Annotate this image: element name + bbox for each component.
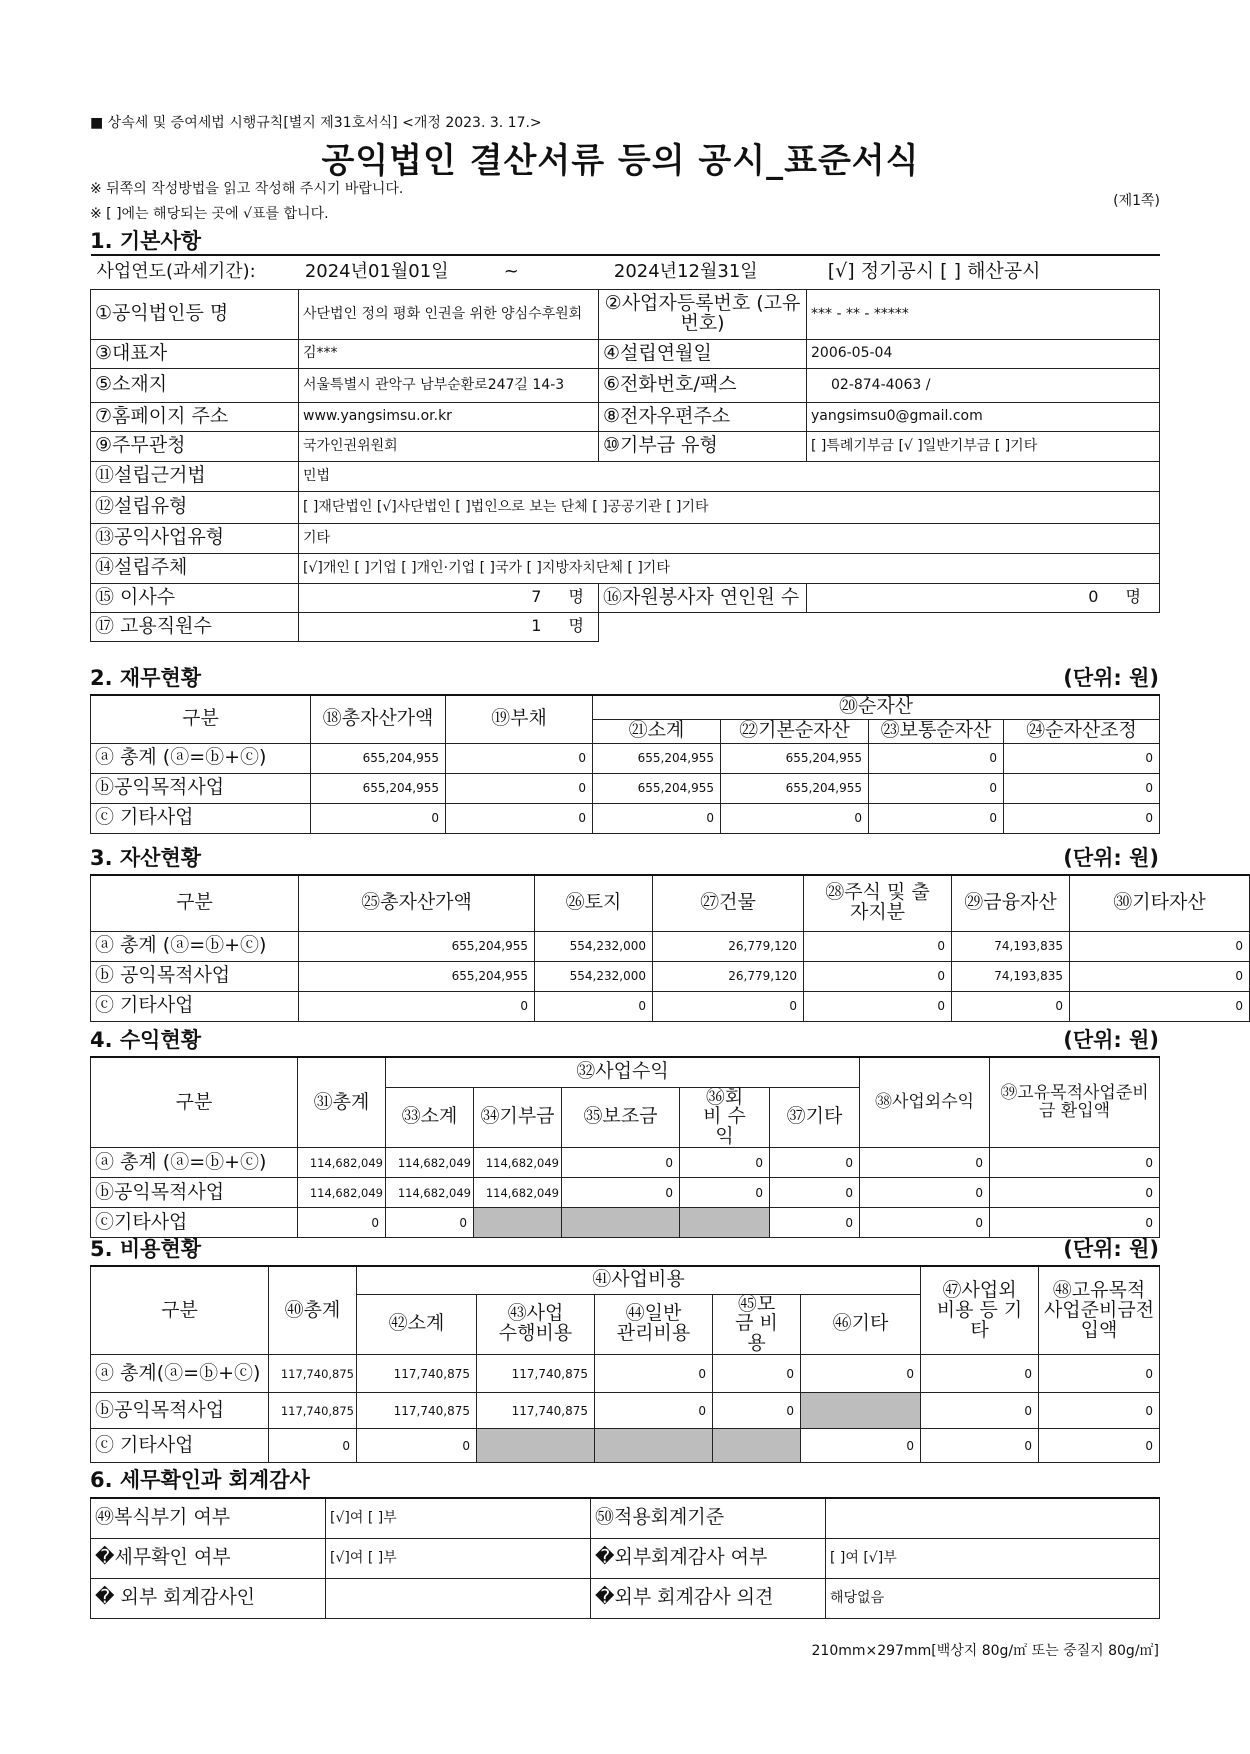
row-label: ⓒ 기타사업	[91, 991, 299, 1021]
period-row	[91, 255, 1160, 289]
table-row	[91, 931, 1250, 961]
biz-type-value: 기타	[299, 523, 1160, 553]
cell: 0	[386, 1208, 474, 1238]
section-assets-title: 3. 자산현황	[90, 846, 202, 870]
expense-table	[90, 1265, 1160, 1463]
section-income-title: 4. 수익현황	[90, 1028, 202, 1052]
cell: 0	[1039, 1393, 1160, 1429]
assets-h-fin: ㉙금융자산	[952, 875, 1070, 931]
cell: 0	[860, 1148, 990, 1178]
cell: 0	[1039, 1429, 1160, 1463]
period-label: 사업연도(과세기간):	[96, 261, 256, 283]
shaded-cell	[562, 1208, 680, 1238]
cell: 655,204,955	[721, 773, 869, 803]
cell: 0	[446, 743, 593, 773]
agency-label: ⑨주무관청	[91, 431, 299, 461]
cell: 655,204,955	[311, 743, 446, 773]
cell: 0	[721, 803, 869, 833]
bizno-value: *** - ** - *****	[807, 289, 1160, 339]
cell: 0	[952, 991, 1070, 1021]
assets-unit: (단위: 원)	[1063, 846, 1159, 870]
income-h-sub: ㉝소계	[386, 1087, 474, 1148]
cell: 0	[990, 1148, 1160, 1178]
cell: 655,204,955	[721, 743, 869, 773]
cell: 655,204,955	[299, 931, 535, 961]
volunteers-unit: 명	[1125, 587, 1141, 607]
agency-value: 국가인권위원회	[299, 431, 599, 461]
law-label: ⑪설립근거법	[91, 461, 299, 491]
table-row	[91, 1429, 1160, 1463]
cell: 117,740,875	[357, 1355, 477, 1393]
cell: 0	[921, 1393, 1039, 1429]
auditor-label: � 외부 회계감사인	[91, 1578, 326, 1618]
assets-h-stock: ㉘주식 및 출자지분	[804, 875, 952, 931]
row-label: ⓒ기타사업	[91, 1208, 298, 1238]
table-row	[91, 1208, 1160, 1238]
cell: 114,682,049	[298, 1178, 386, 1208]
row-label: ⓐ 총계(ⓐ=ⓑ+ⓒ)	[91, 1355, 269, 1393]
period-end: 2024년12월31일	[613, 261, 758, 283]
expense-unit: (단위: 원)	[1063, 1237, 1159, 1261]
bizno-label: ②사업자등록번호 (고유번호)	[599, 289, 807, 339]
cell: 0	[770, 1178, 860, 1208]
assets-h-etc: ㉚기타자산	[1070, 875, 1250, 931]
addr-value: 서울특별시 관악구 남부순환로247길 14-3	[299, 368, 599, 402]
cell: 117,740,875	[477, 1355, 595, 1393]
row-label: ⓐ 총계 (ⓐ=ⓑ+ⓒ)	[91, 931, 299, 961]
cell: 74,193,835	[952, 961, 1070, 991]
cell: 655,204,955	[593, 743, 721, 773]
cell: 0	[535, 991, 653, 1021]
cell: 26,779,120	[653, 961, 804, 991]
income-h-total: ㉛총계	[298, 1057, 386, 1148]
expense-h-nonbiz: ㊼사업외 비용 등 기타	[921, 1266, 1039, 1355]
disclosure-type[interactable]: [√] 정기공시 [ ] 해산공시	[827, 260, 1041, 283]
cell: 0	[595, 1393, 713, 1429]
rep-value: 김***	[299, 339, 599, 368]
est-type-label: ⑫설립유형	[91, 491, 299, 523]
addr-label: ⑤소재지	[91, 368, 299, 402]
cell: 0	[921, 1355, 1039, 1393]
cell: 0	[593, 803, 721, 833]
table-row	[91, 743, 1160, 773]
cell: 0	[804, 991, 952, 1021]
cell: 0	[269, 1429, 357, 1463]
income-table	[90, 1056, 1160, 1238]
finance-h-total: ⑱총자산가액	[311, 695, 446, 743]
document-title: 공익법인 결산서류 등의 공시_표준서식	[321, 141, 920, 181]
cell: 0	[311, 803, 446, 833]
finance-h-adj: ㉔순자산조정	[1004, 719, 1160, 743]
cell: 0	[357, 1429, 477, 1463]
section-expense-title: 5. 비용현황	[90, 1237, 202, 1261]
income-unit: (단위: 원)	[1063, 1028, 1159, 1052]
cell: 0	[869, 803, 1004, 833]
cell: 0	[1004, 803, 1160, 833]
cell: 117,740,875	[269, 1355, 357, 1393]
form-reference: ■ 상속세 및 증여세법 시행규칙[별지 제31호서식] <개정 2023. 3. 17.>	[90, 115, 542, 131]
finance-unit: (단위: 원)	[1063, 666, 1159, 690]
directors-label: ⑮ 이사수	[91, 583, 299, 612]
cell: 0	[680, 1178, 770, 1208]
taxcheck-label: �세무확인 여부	[91, 1538, 326, 1578]
table-row	[91, 1355, 1160, 1393]
opinion-value: 해당없음	[826, 1578, 1160, 1618]
cell: 0	[860, 1178, 990, 1208]
cell: 0	[1004, 743, 1160, 773]
section-audit-title: 6. 세무확인과 회계감사	[90, 1468, 310, 1492]
cell: 0	[804, 931, 952, 961]
email-value[interactable]: yangsimsu0@gmail.com	[807, 402, 1160, 431]
cell: 0	[990, 1208, 1160, 1238]
income-h-biz: ㉜사업수익	[386, 1057, 860, 1087]
income-h-subsidy: ㉟보조금	[562, 1087, 680, 1148]
cell: 117,740,875	[357, 1393, 477, 1429]
cell: 0	[713, 1355, 801, 1393]
cell: 655,204,955	[299, 961, 535, 991]
table-row	[91, 961, 1250, 991]
instruction-note-1: ※ 뒤쪽의 작성방법을 읽고 작성해 주시기 바랍니다.	[90, 181, 404, 197]
shaded-cell	[477, 1429, 595, 1463]
cell: 0	[770, 1208, 860, 1238]
volunteers-label: ⑯자원봉사자 연인원 수	[599, 583, 807, 612]
table-row	[91, 1178, 1160, 1208]
row-label: ⓒ 기타사업	[91, 803, 311, 833]
founder-label: ⑭설립주체	[91, 553, 299, 583]
employees-unit: 명	[568, 616, 584, 636]
expense-h-reserve: ㊽고유목적 사업준비금전 입액	[1039, 1266, 1160, 1355]
row-label: ⓑ공익목적사업	[91, 773, 311, 803]
audit-table	[90, 1497, 1160, 1619]
cell: 0	[680, 1148, 770, 1178]
cell: 0	[562, 1148, 680, 1178]
cell: 0	[1070, 991, 1250, 1021]
cell: 0	[869, 743, 1004, 773]
cell: 0	[446, 803, 593, 833]
shaded-cell	[801, 1393, 921, 1429]
finance-h-basic: ㉒기본순자산	[721, 719, 869, 743]
standard-label: ㊿적용회계기준	[591, 1498, 826, 1538]
opinion-label: �외부 회계감사 의견	[591, 1578, 826, 1618]
name-value: 사단법인 정의 평화 인권을 위한 양심수후원회	[299, 289, 599, 339]
cell: 0	[653, 991, 804, 1021]
cell: 114,682,049	[474, 1148, 562, 1178]
expense-h-fund: ㊺모금 비용	[713, 1294, 801, 1355]
expense-h-gubun: 구분	[91, 1266, 269, 1355]
est-type-checkboxes[interactable]: [ ]재단법인 [√]사단법인 [ ]법인으로 보는 단체 [ ]공공기관 [ ]기타	[299, 491, 1160, 523]
employees-value: 1	[531, 616, 542, 636]
income-h-fee: ㊱회비 수익	[680, 1087, 770, 1148]
cell: 74,193,835	[952, 931, 1070, 961]
finance-h-sub: ㉑소계	[593, 719, 721, 743]
cell: 114,682,049	[386, 1178, 474, 1208]
biz-type-label: ⑬공익사업유형	[91, 523, 299, 553]
cell: 114,682,049	[474, 1178, 562, 1208]
law-value: 민법	[299, 461, 1160, 491]
row-label: ⓐ 총계 (ⓐ=ⓑ+ⓒ)	[91, 743, 311, 773]
basic-info-table	[90, 254, 1160, 642]
taxcheck-checkboxes[interactable]: [√]여 [ ]부	[326, 1538, 591, 1578]
shaded-cell	[680, 1208, 770, 1238]
cell: 0	[1070, 961, 1250, 991]
cell: 655,204,955	[311, 773, 446, 803]
cell: 26,779,120	[653, 931, 804, 961]
cell: 0	[595, 1355, 713, 1393]
tel-value: 02-874-4063 /	[807, 368, 1160, 402]
row-label: ⓐ 총계 (ⓐ=ⓑ+ⓒ)	[91, 1148, 298, 1178]
ext-audit-label: �외부회계감사 여부	[591, 1538, 826, 1578]
expense-h-total: ㊵총계	[269, 1266, 357, 1355]
row-label: ⓒ 기타사업	[91, 1429, 269, 1463]
rep-label: ③대표자	[91, 339, 299, 368]
finance-table	[90, 694, 1160, 834]
table-row	[91, 991, 1250, 1021]
volunteers-value: 0	[1088, 587, 1099, 607]
instruction-note-2: ※ [ ]에는 해당되는 곳에 √표를 합니다.	[90, 206, 329, 222]
cell: 0	[770, 1148, 860, 1178]
section-finance-title: 2. 재무현황	[90, 666, 202, 690]
tel-label: ⑥전화번호/팩스	[599, 368, 807, 402]
cell: 554,232,000	[535, 931, 653, 961]
donation-type-checkboxes[interactable]: [ ]특례기부금 [√ ]일반기부금 [ ]기타	[807, 431, 1160, 461]
cell: 117,740,875	[477, 1393, 595, 1429]
expense-h-sub: ㊷소계	[357, 1294, 477, 1355]
directors-value: 7	[531, 587, 542, 607]
auditor-value	[326, 1578, 591, 1618]
table-row	[91, 803, 1160, 833]
cell: 117,740,875	[269, 1393, 357, 1429]
period-start: 2024년01월01일	[304, 261, 449, 283]
income-h-nonbiz: ㊳사업외수익	[860, 1057, 990, 1148]
email-label: ⑧전자우편주소	[599, 402, 807, 431]
expense-h-etc: ㊻기타	[801, 1294, 921, 1355]
finance-h-normal: ㉓보통순자산	[869, 719, 1004, 743]
row-label: ⓑ공익목적사업	[91, 1178, 298, 1208]
finance-h-debt: ⑲부채	[446, 695, 593, 743]
paper-spec-footer: 210mm×297mm[백상지 80g/㎡ 또는 중질지 80g/㎡]	[811, 1643, 1159, 1659]
shaded-cell	[595, 1429, 713, 1463]
cell: 0	[562, 1178, 680, 1208]
expense-h-biz: ㊶사업비용	[357, 1266, 921, 1294]
cell: 554,232,000	[535, 961, 653, 991]
cell: 0	[921, 1429, 1039, 1463]
cell: 0	[1070, 931, 1250, 961]
assets-table	[90, 874, 1250, 1022]
finance-h-gubun: 구분	[91, 695, 311, 743]
shaded-cell	[474, 1208, 562, 1238]
cell: 655,204,955	[593, 773, 721, 803]
founder-checkboxes[interactable]: [√]개인 [ ]기업 [ ]개인·기업 [ ]국가 [ ]지방자치단체 [ ]기타	[299, 553, 1160, 583]
row-label: ⓑ공익목적사업	[91, 1393, 269, 1429]
income-h-etc: ㊲기타	[770, 1087, 860, 1148]
cell: 0	[801, 1429, 921, 1463]
income-h-donation: ㉞기부금	[474, 1087, 562, 1148]
standard-value	[826, 1498, 1160, 1538]
cell: 0	[298, 1208, 386, 1238]
assets-h-total: ㉕총자산가액	[299, 875, 535, 931]
cell: 0	[990, 1178, 1160, 1208]
employees-label: ⑰ 고용직원수	[91, 612, 299, 641]
table-row	[91, 773, 1160, 803]
home-value[interactable]: www.yangsimsu.or.kr	[299, 402, 599, 431]
expense-h-admin: ㊹일반 관리비용	[595, 1294, 713, 1355]
directors-unit: 명	[568, 587, 584, 607]
cell: 0	[446, 773, 593, 803]
cell: 114,682,049	[298, 1148, 386, 1178]
home-label: ⑦홈페이지 주소	[91, 402, 299, 431]
section-basic-title: 1. 기본사항	[90, 229, 202, 253]
page-number: (제1쪽)	[1113, 193, 1160, 209]
cell: 0	[804, 961, 952, 991]
donation-label: ⑩기부금 유형	[599, 431, 807, 461]
assets-h-building: ㉗건물	[653, 875, 804, 931]
cell: 0	[801, 1355, 921, 1393]
finance-h-net: ⑳순자산	[593, 695, 1160, 719]
income-h-gubun: 구분	[91, 1057, 298, 1148]
income-h-reserve: ㊴고유목적사업준비금 환입액	[990, 1057, 1160, 1148]
shaded-cell	[713, 1429, 801, 1463]
cell: 0	[860, 1208, 990, 1238]
assets-h-land: ㉖토지	[535, 875, 653, 931]
cell: 0	[299, 991, 535, 1021]
cell: 0	[869, 773, 1004, 803]
est-date-value: 2006-05-04	[807, 339, 1160, 368]
row-label: ⓑ 공익목적사업	[91, 961, 299, 991]
est-date-label: ④설립연월일	[599, 339, 807, 368]
period-tilde: ~	[503, 261, 519, 283]
cell: 0	[1004, 773, 1160, 803]
cell: 0	[713, 1393, 801, 1429]
assets-h-gubun: 구분	[91, 875, 299, 931]
cell: 114,682,049	[386, 1148, 474, 1178]
bookkeeping-label: ㊾복식부기 여부	[91, 1498, 326, 1538]
ext-audit-checkboxes[interactable]: [ ]여 [√]부	[826, 1538, 1160, 1578]
expense-h-perform: ㊸사업 수행비용	[477, 1294, 595, 1355]
bookkeeping-checkboxes[interactable]: [√]여 [ ]부	[326, 1498, 591, 1538]
table-row	[91, 1393, 1160, 1429]
name-label: ①공익법인등 명	[91, 289, 299, 339]
table-row	[91, 1148, 1160, 1178]
cell: 0	[1039, 1355, 1160, 1393]
